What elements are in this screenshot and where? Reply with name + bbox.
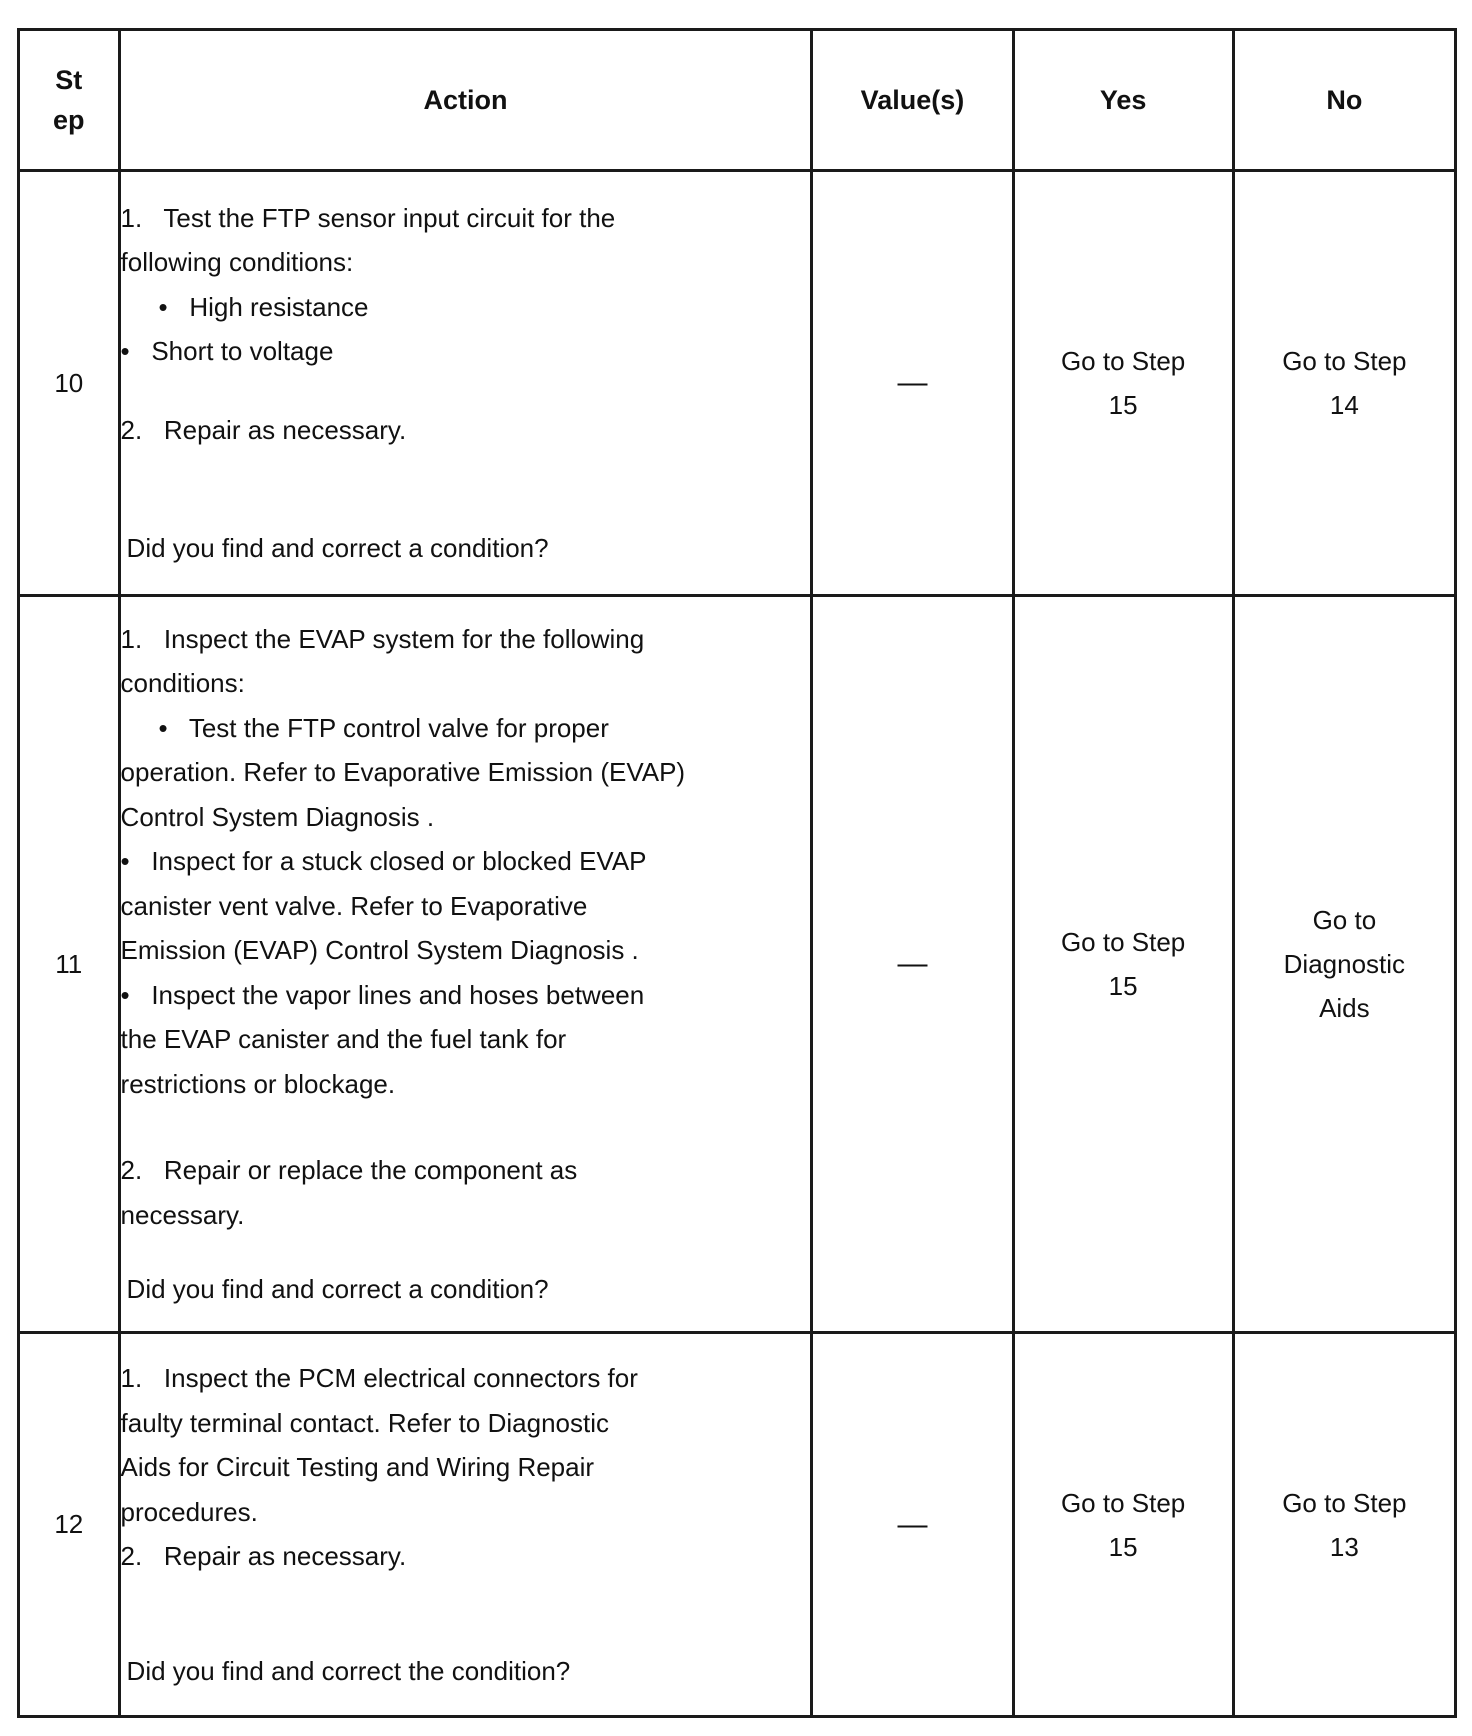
header-yes: Yes <box>1013 30 1233 171</box>
action-line: faulty terminal contact. Refer to Diagnostic <box>120 1407 609 1438</box>
table-row <box>19 1333 1456 1717</box>
header-action: Action <box>119 30 812 171</box>
action-line: 2. Repair as necessary. <box>120 1541 407 1571</box>
table-row <box>19 171 1456 596</box>
yes-cell: Go to Step 15 <box>1013 171 1233 596</box>
action-cell <box>119 171 812 596</box>
action-line: necessary. <box>120 1199 245 1230</box>
action-line: 1. Inspect the EVAP system for the following <box>120 623 645 654</box>
step-number: 12 <box>19 1333 120 1717</box>
action-line: procedures. <box>120 1496 258 1527</box>
action-line: 2. Repair as necessary. <box>120 414 407 445</box>
yes-cell: Go to Step 15 <box>1013 1333 1233 1717</box>
action-line: Control System Diagnosis . <box>120 801 435 832</box>
no-cell: Go to Diagnostic Aids <box>1233 596 1455 1333</box>
action-question: Did you find and correct a condition? <box>126 1274 549 1304</box>
action-cell <box>119 596 812 1333</box>
action-line: 1. Test the FTP sensor input circuit for the <box>120 202 616 233</box>
header-no: No <box>1233 30 1455 171</box>
action-line: Emission (EVAP) Control System Diagnosis . <box>120 935 639 965</box>
no-cell: Go to Step 13 <box>1233 1333 1455 1717</box>
action-line: 1. Inspect the PCM electrical connectors for <box>120 1363 638 1393</box>
action-line: the EVAP canister and the fuel tank for <box>120 1024 567 1054</box>
action-bullet: • High resistance <box>158 291 369 322</box>
header-row <box>19 30 1456 171</box>
action-cell <box>119 1333 812 1717</box>
action-line: conditions: <box>120 668 245 698</box>
value-cell: — <box>812 1333 1013 1717</box>
action-line: following conditions: <box>120 247 354 277</box>
no-cell: Go to Step 14 <box>1233 171 1455 596</box>
action-line: canister vent valve. Refer to Evaporative <box>120 890 588 921</box>
action-bullet: • Inspect the vapor lines and hoses between <box>120 979 645 1010</box>
action-line: restrictions or blockage. <box>120 1068 396 1099</box>
action-bullet: • Short to voltage <box>120 336 334 366</box>
action-line: 2. Repair or replace the component as <box>120 1155 578 1185</box>
yes-cell: Go to Step 15 <box>1013 596 1233 1333</box>
header-values: Value(s) <box>812 30 1013 171</box>
action-bullet: • Inspect for a stuck closed or blocked EVAP <box>120 846 647 876</box>
step-number: 10 <box>19 171 120 596</box>
diagnostic-table <box>17 28 1457 1718</box>
value-cell: — <box>812 596 1013 1333</box>
value-cell: — <box>812 171 1013 596</box>
table-row <box>19 596 1456 1333</box>
action-question: Did you find and correct a condition? <box>126 533 549 563</box>
step-number: 11 <box>19 596 120 1333</box>
action-question: Did you find and correct the condition? <box>126 1655 571 1686</box>
action-line: operation. Refer to Evaporative Emission (EVAP) <box>120 757 686 787</box>
action-line: Aids for Circuit Testing and Wiring Repair <box>120 1452 595 1482</box>
header-step: St ep <box>19 30 120 171</box>
action-bullet: • Test the FTP control valve for proper <box>158 712 609 743</box>
